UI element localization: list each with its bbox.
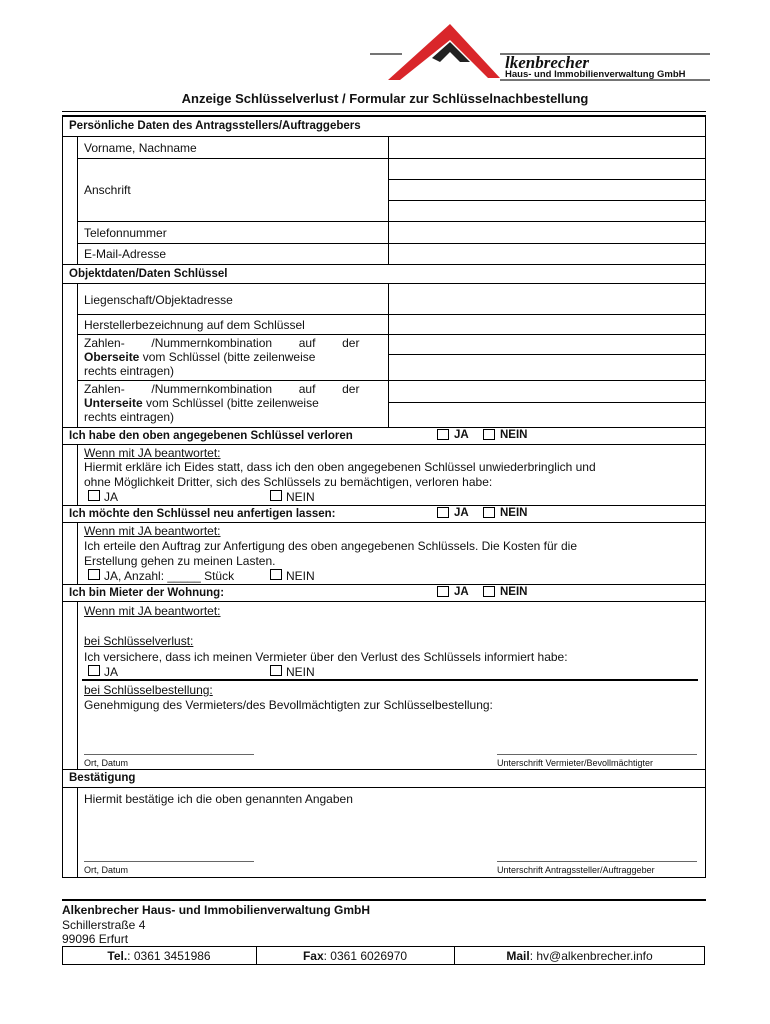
signature-line xyxy=(497,861,697,862)
label-property: Liegenschaft/Objektadresse xyxy=(84,293,233,307)
section-personal-heading: Persönliche Daten des Antragsstellers/Auftraggebers xyxy=(69,120,361,132)
divider xyxy=(62,111,706,112)
lost-text-line1: Hiermit erkläre ich Eides statt, dass ich den oben angegebenen Schlüssel unwiederbringlich und xyxy=(84,460,596,474)
copy-text-line1: Ich erteile den Auftrag zur Anfertigung des oben angegebenen Schlüssels. Die Kosten für die xyxy=(84,539,577,553)
frame-left xyxy=(62,115,63,878)
label-key-bottom: Zahlen- /Nummernkombination auf der Unterseite vom Schlüssel (bitte zeilenweise rechts eintragen) xyxy=(84,382,360,424)
tenant-nein-label: NEIN xyxy=(500,586,528,598)
lost-opt-nein-label: NEIN xyxy=(286,490,315,504)
footer-company: Alkenbrecher Haus- und Immobilienverwaltung GmbH xyxy=(62,903,371,917)
lost-opt-ja-label: JA xyxy=(104,490,119,504)
copy-opt-ja-label: JA, Anzahl: _____ Stück xyxy=(104,569,235,583)
input-name[interactable] xyxy=(390,138,704,157)
input-manufacturer[interactable] xyxy=(390,315,704,333)
label-phone: Telefonnummer xyxy=(84,226,167,240)
copy-text-line2: Erstellung gehen zu meinen Lasten. xyxy=(84,554,276,568)
label-manufacturer: Herstellerbezeichnung auf dem Schlüssel xyxy=(84,318,305,332)
tenant-order-text: Genehmigung des Vermieters/des Bevollmächtigten zur Schlüsselbestellung: xyxy=(84,698,493,712)
footer-tel: Tel.: 0361 3451986 xyxy=(107,949,211,963)
tenant-ja-label: JA xyxy=(454,586,469,598)
lost-if-yes: Wenn mit JA beantwortet: xyxy=(84,446,221,460)
tenant-order-label: bei Schlüsselbestellung: xyxy=(84,683,213,697)
confirm-signature-label: Unterschrift Antragssteller/Auftraggeber xyxy=(497,865,655,875)
lost-text-line2: ohne Möglichkeit Dritter, sich des Schlüssels zu bemächtigen, verloren habe: xyxy=(84,475,493,489)
frame-bottom xyxy=(62,877,706,878)
tenant-opt-ja-checkbox[interactable] xyxy=(88,665,100,676)
confirm-text: Hiermit bestätige ich die oben genannten Angaben xyxy=(84,792,353,806)
footer-divider xyxy=(62,899,706,901)
tenant-loss-label: bei Schlüsselverlust: xyxy=(84,634,194,648)
input-phone[interactable] xyxy=(390,223,704,242)
copy-opt-nein-label: NEIN xyxy=(286,569,315,583)
footer-city: 99096 Erfurt xyxy=(62,932,129,946)
footer-street: Schillerstraße 4 xyxy=(62,918,146,932)
tenant-opt-nein-checkbox[interactable] xyxy=(270,665,282,676)
tenant-place-date: Ort, Datum xyxy=(84,758,129,768)
input-key-bottom[interactable] xyxy=(390,382,704,426)
confirm-place-date: Ort, Datum xyxy=(84,865,129,875)
copy-ja-label: JA xyxy=(454,507,469,519)
label-key-top: Zahlen- /Nummernkombination auf der Oberseite vom Schlüssel (bitte zeilenweise rechts eintragen) xyxy=(84,336,360,378)
signature-line xyxy=(84,861,254,862)
lost-ja-label: JA xyxy=(454,429,469,441)
copy-opt-nein-checkbox[interactable] xyxy=(270,569,282,580)
tenant-ja-checkbox[interactable] xyxy=(437,586,449,597)
footer-mail[interactable]: Mail: hv@alkenbrecher.info xyxy=(506,949,653,963)
lost-ja-checkbox[interactable] xyxy=(437,429,449,440)
signature-line xyxy=(84,754,254,755)
label-email: E-Mail-Adresse xyxy=(84,247,167,261)
input-address[interactable] xyxy=(390,160,704,220)
copy-ja-checkbox[interactable] xyxy=(437,507,449,518)
tenant-nein-checkbox[interactable] xyxy=(483,586,495,597)
lost-opt-ja-checkbox[interactable] xyxy=(88,490,100,501)
copy-nein-checkbox[interactable] xyxy=(483,507,495,518)
copy-opt-ja-checkbox[interactable] xyxy=(88,569,100,580)
section-lost-heading: Ich habe den oben angegebenen Schlüssel verloren xyxy=(69,430,353,442)
tenant-loss-text: Ich versichere, dass ich meinen Vermieter über den Verlust des Schlüssels informiert habe: xyxy=(84,650,568,664)
tenant-opt-ja-label: JA xyxy=(104,665,119,679)
input-email[interactable] xyxy=(390,245,704,263)
input-key-top[interactable] xyxy=(390,336,704,379)
page-title: Anzeige Schlüsselverlust / Formular zur Schlüsselnachbestellung xyxy=(181,91,589,106)
logo-subtitle: Haus- und Immobilienverwaltung GmbH xyxy=(505,69,686,80)
tenant-opt-nein-label: NEIN xyxy=(286,665,315,679)
section-confirm-heading: Bestätigung xyxy=(69,772,136,784)
lost-opt-nein-checkbox[interactable] xyxy=(270,490,282,501)
section-object-heading: Objektdaten/Daten Schlüssel xyxy=(69,268,228,280)
divider xyxy=(82,679,698,681)
section-tenant-heading: Ich bin Mieter der Wohnung: xyxy=(69,587,225,599)
divider xyxy=(62,115,706,117)
label-name: Vorname, Nachname xyxy=(84,141,197,155)
tenant-if-yes: Wenn mit JA beantwortet: xyxy=(84,604,221,618)
frame-right xyxy=(705,115,706,878)
tenant-signature-label: Unterschrift Vermieter/Bevollmächtigter xyxy=(497,758,654,768)
lost-nein-checkbox[interactable] xyxy=(483,429,495,440)
section-copy-heading: Ich möchte den Schlüssel neu anfertigen lassen: xyxy=(69,508,336,520)
lost-nein-label: NEIN xyxy=(500,429,528,441)
copy-nein-label: NEIN xyxy=(500,507,528,519)
footer-fax: Fax: 0361 6026970 xyxy=(302,949,408,963)
logo-wordmark: lkenbrecher xyxy=(505,53,590,72)
signature-line xyxy=(497,754,697,755)
copy-if-yes: Wenn mit JA beantwortet: xyxy=(84,524,221,538)
label-address: Anschrift xyxy=(84,183,131,197)
input-property[interactable] xyxy=(390,285,704,313)
